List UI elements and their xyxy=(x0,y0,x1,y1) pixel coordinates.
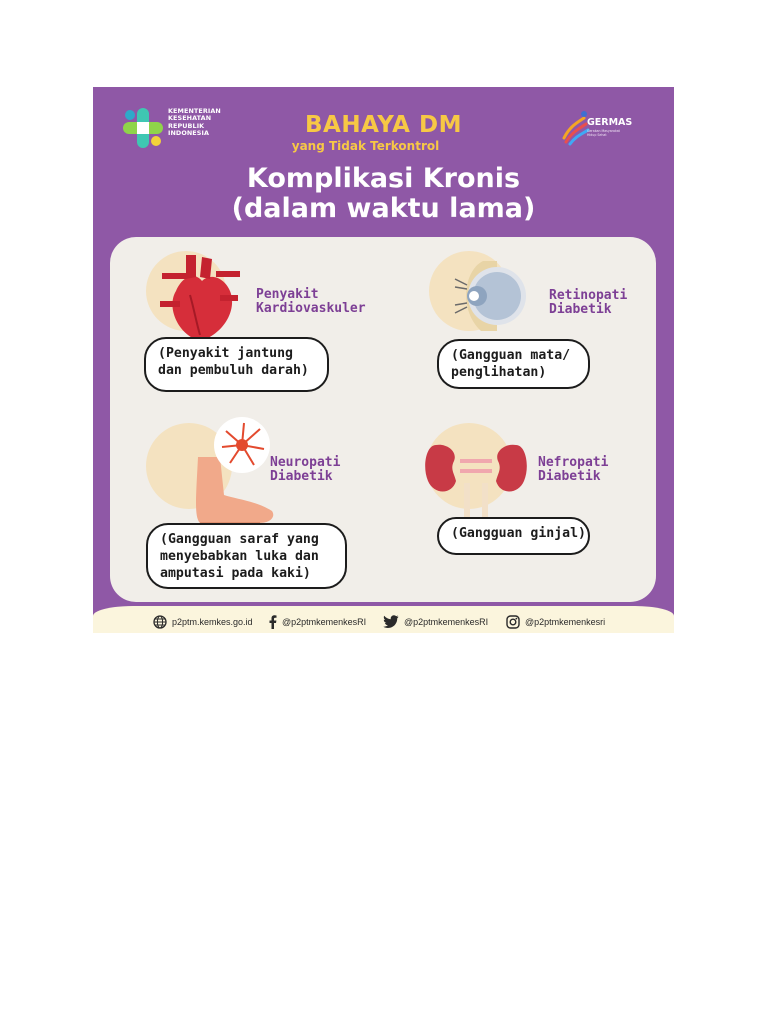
eye-icon xyxy=(453,257,533,337)
ministry-line: KESEHATAN xyxy=(168,114,212,123)
poster-subtitle: yang Tidak Terkontrol xyxy=(291,139,440,153)
condition-label-retinopathy xyxy=(549,289,627,317)
foot-nerve-icon xyxy=(170,417,280,529)
facebook-icon xyxy=(268,615,277,629)
condition-name-line: Diabetik xyxy=(538,469,601,484)
ministry-line: INDONESIA xyxy=(168,129,210,138)
description-line: dan pembuluh darah) xyxy=(158,363,309,378)
description-line: (Gangguan ginjal) xyxy=(451,526,586,541)
description-line: (Gangguan mata/ xyxy=(451,348,571,363)
condition-label-neuropathy xyxy=(270,456,340,484)
description-line: penglihatan) xyxy=(451,365,547,380)
section-subheading: (dalam waktu lama) xyxy=(231,193,536,224)
condition-label-nephropathy xyxy=(538,456,608,484)
section-heading: Komplikasi Kronis xyxy=(246,163,521,194)
footer-facebook[interactable] xyxy=(268,615,366,629)
condition-name-line: Retinopati xyxy=(549,288,628,303)
condition-description-nephropathy xyxy=(437,517,590,555)
germas-tagline: Gerakan Masyarakat Hidup Sehat xyxy=(587,129,620,137)
condition-name-line: Diabetik xyxy=(270,469,333,484)
condition-name-line: Nefropati xyxy=(538,455,609,470)
kidney-icon xyxy=(424,437,528,521)
footer-website[interactable] xyxy=(153,615,253,629)
heart-icon xyxy=(160,251,242,343)
instagram-icon xyxy=(506,615,520,629)
complications-card xyxy=(110,237,656,602)
condition-description-retinopathy xyxy=(437,339,590,389)
ministry-line: REPUBLIK xyxy=(168,121,205,130)
germas-name: GERMAS xyxy=(587,117,633,128)
condition-description-cardiovascular xyxy=(144,337,329,392)
description-line: (Penyakit jantung xyxy=(158,346,293,361)
condition-name-line: Kardiovaskuler xyxy=(256,301,366,316)
twitter-icon xyxy=(383,615,399,628)
instagram-handle: @p2ptmkemenkesri xyxy=(525,617,606,627)
globe-icon xyxy=(153,615,167,629)
description-line: amputasi pada kaki) xyxy=(160,566,311,581)
description-line: menyebabkan luka dan xyxy=(160,549,319,564)
footer-instagram[interactable] xyxy=(506,615,605,629)
footer-twitter[interactable] xyxy=(383,615,488,628)
description-line: (Gangguan saraf yang xyxy=(160,532,319,547)
website-text: p2ptm.kemkes.go.id xyxy=(172,617,253,627)
facebook-handle: @p2ptmkemenkesRI xyxy=(282,617,367,627)
condition-name-line: Penyakit xyxy=(256,287,319,302)
poster-title: BAHAYA DM xyxy=(305,112,462,138)
condition-name-line: Neuropati xyxy=(270,455,341,470)
condition-name-line: Diabetik xyxy=(549,302,612,317)
condition-label-cardiovascular xyxy=(256,288,366,316)
infographic-poster xyxy=(93,87,674,633)
ministry-line: KEMENTERIAN xyxy=(168,107,221,115)
twitter-handle: @p2ptmkemenkesRI xyxy=(404,616,489,627)
condition-description-neuropathy xyxy=(146,523,347,589)
